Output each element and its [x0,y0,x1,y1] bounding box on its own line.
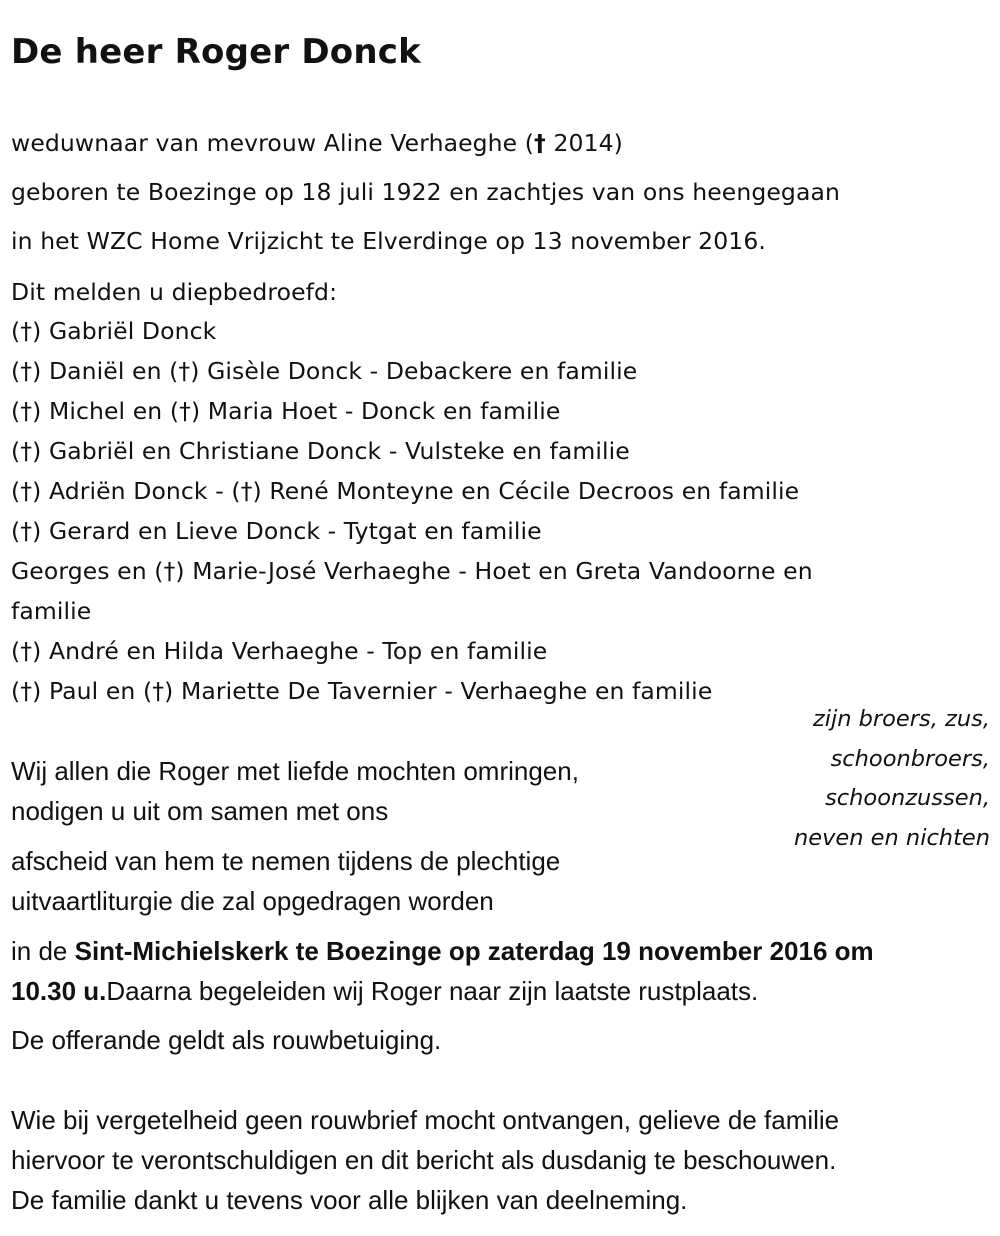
service-line [11,936,874,966]
relations-line: schoonbroers, [830,745,990,772]
mourner-item: familie [11,597,92,625]
relations-line: zijn broers, zus, [812,706,990,732]
announcement: Dit melden u diepbedroefd: [11,278,338,306]
mourner-item: Georges en (†) Marie-José Verhaeghe - Hoet en Greta Vandoorne en [11,557,813,585]
service-location: Sint-Michielskerk te Boezinge op zaterdag 19 november 2016 om [74,936,874,966]
relations-line: schoonzussen, [825,785,990,811]
mourner-item: (†) Paul en (†) Mariette De Tavernier - Verhaeghe en familie [11,677,713,705]
widower-prefix: weduwnaar van mevrouw Aline Verhaeghe ( [11,129,535,157]
relations-line: neven en nichten [794,824,990,851]
invitation-line: Wij allen die Roger met liefde mochten omringen, [11,756,579,786]
closing-line: Wie bij vergetelheid geen rouwbrief mocht ontvangen, gelieve de familie [11,1105,840,1135]
mourner-item: (†) Michel en (†) Maria Hoet - Donck en familie [11,397,561,425]
mourner-item: (†) Gabriël en Christiane Donck - Vulsteke en familie [11,437,630,465]
offering-line: De offerande geldt als rouwbetuiging. [11,1025,442,1055]
service-after: Daarna begeleiden wij Roger naar zijn laatste rustplaats. [106,976,759,1006]
born-line: geboren te Boezinge op 18 juli 1922 en zachtjes van ons heengegaan [11,178,840,206]
invitation-line: afscheid van hem te nemen tijdens de plechtige [11,846,561,876]
invitation-line: uitvaartliturgie die zal opgedragen worden [11,886,494,916]
mourner-item: (†) Gabriël Donck [11,317,217,345]
closing-line: hiervoor te verontschuldigen en dit bericht als dusdanig te beschouwen. [11,1145,837,1175]
service-time-line [11,976,758,1006]
page-title: De heer Roger Donck [11,32,421,72]
mourner-item: (†) Daniël en (†) Gisèle Donck - Debackere en familie [11,357,638,385]
mourner-item: (†) Gerard en Lieve Donck - Tytgat en familie [11,517,542,545]
died-line: in het WZC Home Vrijzicht te Elverdinge op 13 november 2016. [11,227,766,255]
invitation-line: nodigen u uit om samen met ons [11,796,389,826]
closing-line: De familie dankt u tevens voor alle blijken van deelneming. [11,1185,688,1215]
widower-year: 2014) [545,129,623,157]
widower-line [11,128,623,158]
mourner-item: (†) Adriën Donck - (†) René Monteyne en Cécile Decroos en familie [11,477,800,505]
service-time: 10.30 u. [11,976,107,1006]
cross-icon: † [534,129,546,157]
mourner-item: (†) André en Hilda Verhaeghe - Top en familie [11,637,548,665]
relations-block [794,700,990,858]
service-prefix: in de [11,936,75,966]
